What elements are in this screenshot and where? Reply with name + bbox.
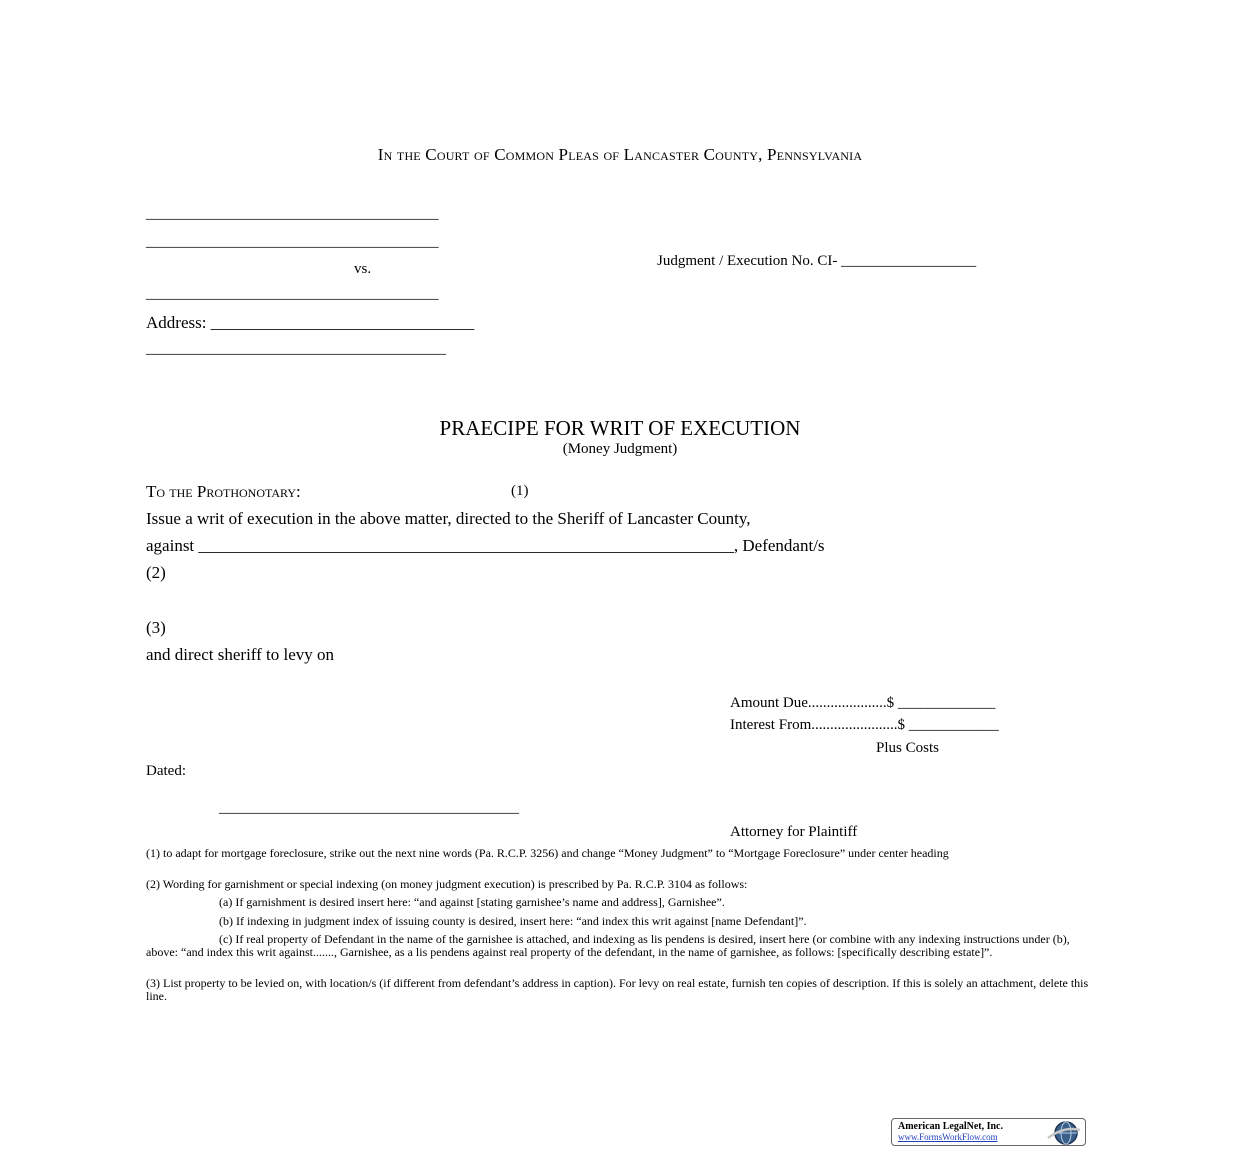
footnote-2b: (b) If indexing in judgment index of issuing county is desired, insert here: “and index this writ against [name Defendant]”. — [219, 914, 807, 928]
address-line-2[interactable]: ________________________________________ — [146, 341, 446, 357]
attorney-label: Attorney for Plaintiff — [730, 824, 858, 840]
footnote-3: (3) List property to be levied on, with location/s (if different from defendant’s address in caption). For levy on real estate, furnish ten copies of description. If this is solely an attachment, delete this line. — [146, 976, 1089, 1003]
levy-text: and direct sheriff to levy on — [146, 645, 335, 664]
to-prothonotary: To the Prothonotary: — [146, 482, 301, 501]
against-defendant-field[interactable]: against _______________________________________________________________, Defendant/s — [146, 536, 825, 555]
dated-label: Dated: — [146, 763, 186, 779]
globe-icon — [1046, 1120, 1082, 1146]
footnote-ref-3: (3) — [146, 618, 166, 637]
court-caption — [0, 145, 1240, 165]
vs-label: vs. — [354, 261, 372, 277]
logo-company-name: American LegalNet, Inc. — [898, 1121, 1003, 1132]
document-subtitle: (Money Judgment) — [562, 441, 678, 457]
footnote-1: (1) to adapt for mortgage foreclosure, strike out the next nine words (Pa. R.C.P. 3256) and change “Money Judgment” to “Mortgage Foreclosure” under center heading — [146, 846, 949, 860]
footnote-2a: (a) If garnishment is desired insert here: “and against [stating garnishee’s name and address], Garnishee”. — [219, 895, 725, 909]
logo-url-link[interactable]: www.FormsWorkFlow.com — [898, 1132, 998, 1142]
case-number-field[interactable]: Judgment / Execution No. CI- __________________ — [657, 253, 977, 269]
plus-costs-label: Plus Costs — [876, 740, 939, 756]
plaintiff-line-1[interactable]: _______________________________________ — [146, 206, 439, 222]
plaintiff-line-2[interactable]: _______________________________________ — [146, 234, 439, 250]
footnote-2c: (c) If real property of Defendant in the name of the garnishee is attached, and indexing as lis pendens is desired, insert here (or combine with any indexing instructions under (b), above: “and index this writ against......., Garnishee, as a lis pendens against real property of the defendant, in the name of garnishee, as follows: [specifically describing estate]”. — [146, 932, 1070, 959]
amount-due-field[interactable]: Amount Due.....................$ _____________ — [730, 695, 996, 711]
footnote-2: (2) Wording for garnishment or special indexing (on money judgment execution) is prescribed by Pa. R.C.P. 3104 as follows: — [146, 877, 748, 891]
attorney-signature-line[interactable]: ________________________________________ — [219, 800, 519, 816]
issue-writ-text: Issue a writ of execution in the above matter, directed to the Sheriff of Lancaster County, — [146, 509, 751, 528]
footnote-ref-2: (2) — [146, 563, 166, 582]
court-caption-text: In the Court of Common Pleas of Lancaster County, Pennsylvania — [377, 145, 863, 164]
legalnet-logo[interactable] — [891, 1118, 1086, 1146]
defendant-line[interactable]: _______________________________________ — [146, 286, 439, 302]
footnote-ref-1: (1) — [511, 483, 529, 499]
interest-from-field[interactable]: Interest From.......................$ ____________ — [730, 717, 999, 733]
document-title: PRAECIPE FOR WRIT OF EXECUTION — [439, 416, 801, 440]
address-field[interactable]: Address: _______________________________ — [146, 313, 475, 332]
